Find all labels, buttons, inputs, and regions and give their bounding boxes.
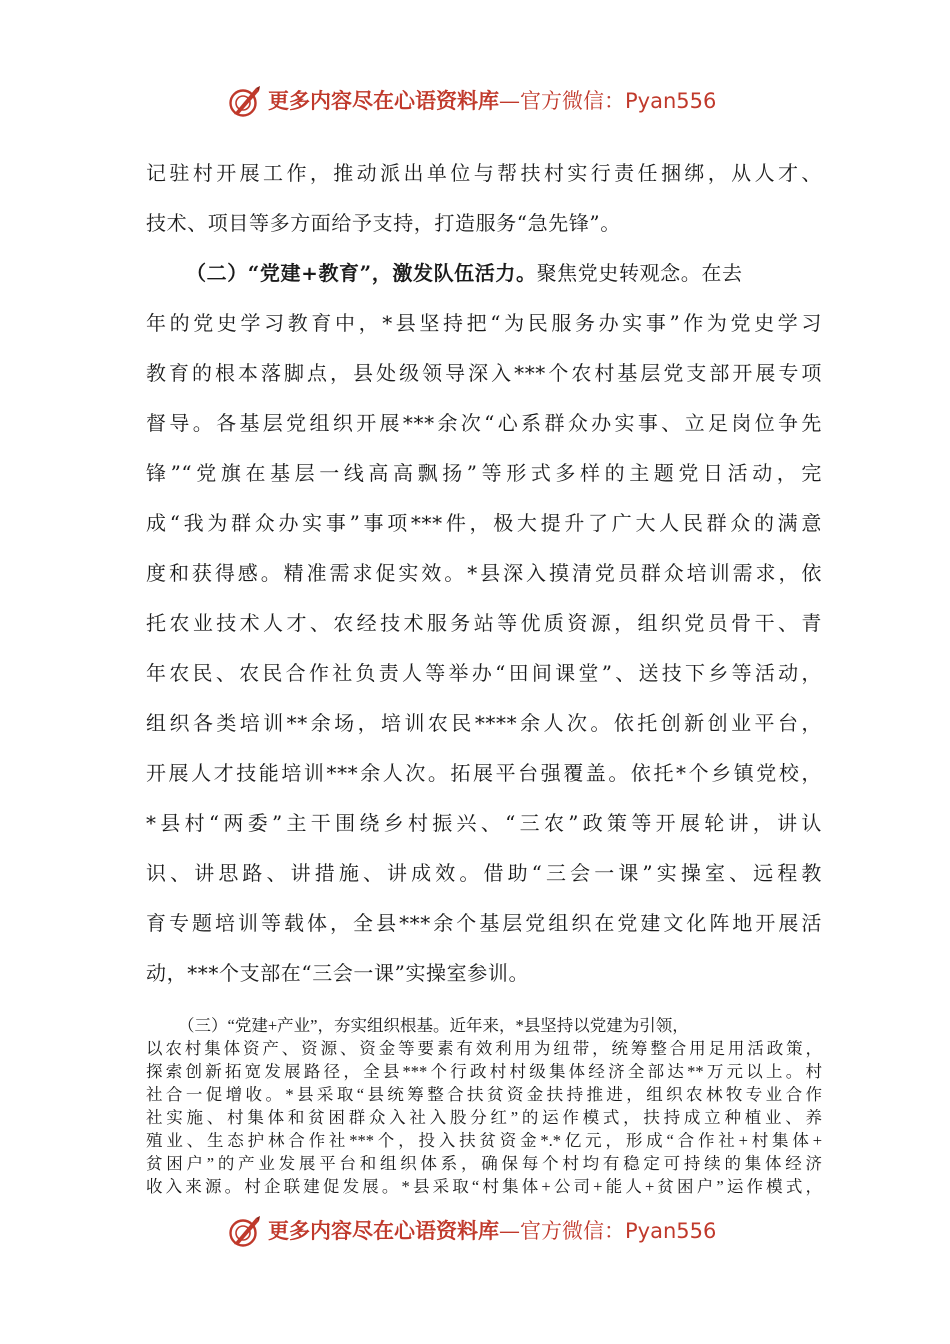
watermark-separator: — [499, 89, 520, 113]
text-line: 技术、项目等多方面给予支持，打造服务“急先锋”。 [146, 211, 621, 235]
text-line: 殖业、生态护林合作社***个，投入扶贫资金*.*亿元，形成“合作社+村集体+ [146, 1131, 822, 1150]
watermark-main: 更多内容尽在心语资料库 [268, 1218, 499, 1243]
watermark-text [268, 1218, 716, 1244]
document-body-large [146, 148, 822, 998]
text-line: 度和获得感。精准需求促实效。*县深入摸清党员群众培训需求，依 [146, 561, 822, 585]
text-line: 贫困户”的产业发展平台和组织体系，确保每个村均有稳定可持续的集体经济 [146, 1154, 822, 1173]
text-line: 以农村集体资产、资源、资金等要素有效利用为纽带，统筹整合用足用活政策， [146, 1039, 822, 1058]
text-line: 教育的根本落脚点，县处级领导深入***个农村基层党支部开展专项 [146, 361, 822, 385]
watermark-id: Pyan556 [625, 89, 717, 113]
text-line: 督导。各基层党组织开展***余次“心系群众办实事、立足岗位争先 [146, 411, 822, 435]
watermark-id: Pyan556 [625, 1219, 717, 1243]
text-line: 识、讲思路、讲措施、讲成效。借助“三会一课”实操室、远程教 [146, 861, 822, 885]
watermark-main: 更多内容尽在心语资料库 [268, 88, 499, 113]
text-line: *县村“两委”主干围绕乡村振兴、“三农”政策等开展轮讲，讲认 [146, 811, 822, 835]
text-line: 育专题培训等载体，全县***余个基层党组织在党建文化阵地开展活 [146, 911, 822, 935]
watermark-text [268, 88, 716, 114]
text-line: 社合一促增收。*县采取“县统筹整合扶贫资金扶持推进，组织农林牧专业合作 [146, 1085, 822, 1104]
header-watermark-banner [0, 82, 950, 122]
text-line: 托农业技术人才、农经技术服务站等优质资源，组织党员骨干、青 [146, 611, 822, 635]
watermark-sub: 官方微信： [520, 1219, 625, 1243]
text-line: 开展人才技能培训***余人次。拓展平台强覆盖。依托*个乡镇党校， [146, 761, 822, 785]
text-span: 聚焦党史转观念。在去 [536, 261, 743, 285]
section-heading-line [146, 248, 822, 298]
document-body-small [146, 1014, 822, 1198]
quill-logo-icon [226, 84, 262, 120]
text-line: 年的党史学习教育中，*县坚持把“为民服务办实事”作为党史学习 [146, 311, 822, 335]
text-line: 记驻村开展工作，推动派出单位与帮扶村实行责任捆绑，从人才、 [146, 161, 822, 185]
text-line: 收入来源。村企联建促发展。*县采取“村集体+公司+能人+贫困户”运作模式， [146, 1177, 822, 1196]
footer-watermark-banner [0, 1212, 950, 1252]
watermark-separator: — [499, 1219, 520, 1243]
text-line: 成“我为群众办实事”事项***件，极大提升了广大人民群众的满意 [146, 511, 822, 535]
text-line: 年农民、农民合作社负责人等举办“田间课堂”、送技下乡等活动， [146, 661, 822, 685]
text-line: 动，***个支部在“三会一课”实操室参训。 [146, 961, 530, 985]
text-line: 社实施、村集体和贫困群众入社入股分红”的运作模式，扶持成立种植业、养 [146, 1108, 822, 1127]
quill-logo-icon [226, 1214, 262, 1250]
text-line: （三）“党建+产业”，夯实组织根基。近年来，*县坚持以党建为引领， [178, 1016, 689, 1035]
section-heading: （二）“党建+教育”，激发队伍活力。 [186, 261, 537, 285]
text-line: 探索创新拓宽发展路径，全县***个行政村村级集体经济全部达**万元以上。村 [146, 1062, 823, 1081]
watermark-sub: 官方微信： [520, 89, 625, 113]
text-line: 锋”“党旗在基层一线高高飘扬”等形式多样的主题党日活动，完 [146, 461, 822, 485]
text-line: 组织各类培训**余场，培训农民****余人次。依托创新创业平台， [146, 711, 822, 735]
